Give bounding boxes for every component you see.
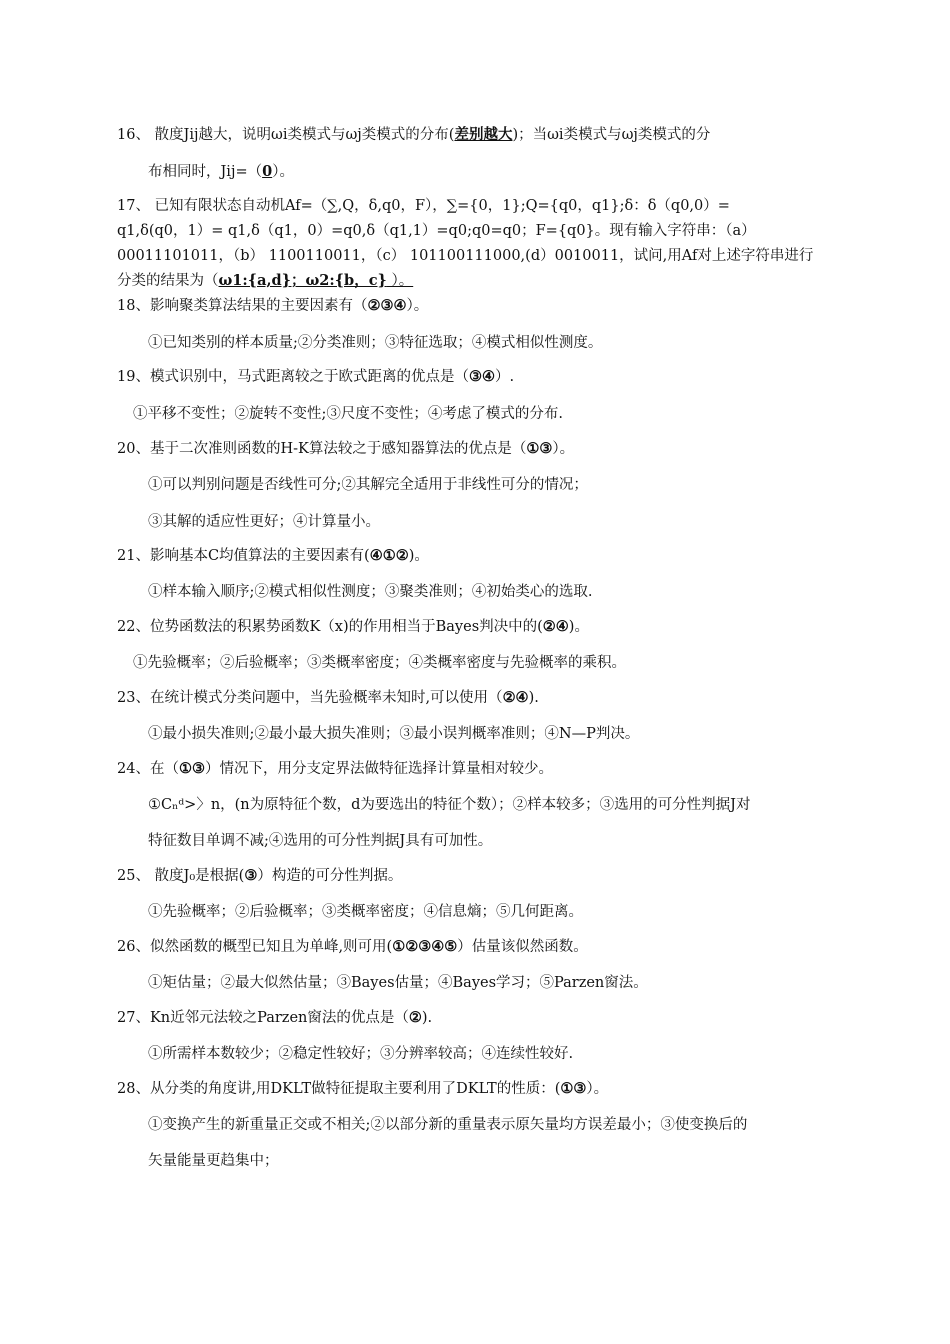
q21-options: ①样本输入顺序;②模式相似性测度；③聚类准则；④初始类心的选取. [148, 584, 593, 600]
q26-options: ①矩估量；②最大似然估量；③Bayes估量；④Bayes学习；⑤Parzen窗法。 [148, 975, 648, 991]
q17-answer: ω1:{a,d}；ω2:{b，c} [218, 272, 387, 289]
q28-question: 28、从分类的角度讲,用DKLT做特征提取主要利用了DKLT的性质：(①③）。 [117, 1080, 609, 1097]
q23-answer: ②④ [502, 689, 529, 706]
q23-question: 23、在统计模式分类问题中，当先验概率未知时,可以使用（②④). [117, 689, 539, 706]
q17-line-2: q1,δ(q0，1）= q1,δ（q1，0）=q0,δ（q1,1）=q0;q0=q0；F={q0}。现有输入字符串：（a） [117, 223, 756, 239]
q27-question: 27、Kn近邻元法较之Parzen窗法的优点是（②). [117, 1009, 433, 1026]
q17-line-1: 17、 已知有限状态自动机Af=（∑,Q，δ,q0，F），∑={0，1};Q={q0，q1};δ：δ（q0,0）= [117, 198, 730, 214]
q17-line-4: 分类的结果为（ω1:{a,d}；ω2:{b，c} ）。 [117, 272, 414, 289]
q20-options-1: ①可以判别问题是否线性可分;②其解完全适用于非线性可分的情况； [148, 477, 588, 493]
q27-options: ①所需样本数较少；②稳定性较好；③分辨率较高；④连续性较好. [148, 1046, 574, 1062]
q24-answer: ①③ [178, 760, 205, 777]
q22-options: ①先验概率；②后验概率；③类概率密度；④类概率密度与先验概率的乘积。 [133, 655, 626, 671]
q26-question: 26、似然函数的概型已知且为单峰,则可用(①②③④⑤）估量该似然函数。 [117, 938, 588, 955]
q23-options: ①最小损失准则;②最小最大损失准则；③最小误判概率准则；④N—P判决。 [148, 726, 640, 742]
q28-options-2: 矢量能量更趋集中； [148, 1153, 279, 1169]
q16-line-1: 16、 散度Jij越大，说明ωi类模式与ωj类模式的分布(差别越大)；当ωi类模式与ωj类模式的分 [117, 126, 711, 143]
q16-line-2: 布相同时，Jij=（0）。 [148, 163, 294, 180]
q21-question: 21、影响基本C均值算法的主要因素有(④①②)。 [117, 547, 429, 564]
q24-options-2: 特征数目单调不减;④选用的可分性判据J具有可加性。 [148, 833, 493, 849]
q19-answer: ③④ [468, 368, 495, 385]
q19-question: 19、模式识别中，马式距离较之于欧式距离的优点是（③④）. [117, 368, 515, 385]
q25-question: 25、 散度J₀是根据(③）构造的可分性判据。 [117, 867, 403, 884]
q25-options: ①先验概率；②后验概率；③类概率密度；④信息熵；⑤几何距离。 [148, 904, 583, 920]
q27-answer: ② [408, 1009, 422, 1026]
q18-answer: ②③④ [367, 297, 407, 314]
q18-question: 18、影响聚类算法结果的主要因素有（②③④）。 [117, 297, 429, 314]
q24-question: 24、在（①③）情况下，用分支定界法做特征选择计算量相对较少。 [117, 760, 553, 777]
q24-options-1: ①Cₙᵈ>〉n，(n为原特征个数，d为要选出的特征个数）；②样本较多；③选用的可分性判据J对 [148, 797, 751, 813]
q22-question: 22、位势函数法的积累势函数K（x)的作用相当于Bayes判决中的(②④)。 [117, 618, 589, 635]
q28-options-1: ①变换产生的新重量正交或不相关;②以部分新的重量表示原矢量均方误差最小；③使变换后的 [148, 1117, 748, 1133]
q18-options: ①已知类别的样本质量;②分类准则；③特征选取；④模式相似性测度。 [148, 335, 603, 351]
q25-answer: ③ [244, 867, 258, 884]
q22-answer: ②④ [542, 618, 569, 635]
q16-answer-2: 0 [262, 163, 273, 180]
q17-line-3: 00011101011，（b） 1100110011，（c） 101100111000,(d）0010011，试问,用Af对上述字符串进行 [117, 248, 814, 264]
q20-answer: ①③ [526, 440, 553, 457]
q26-answer: ①②③④⑤ [392, 938, 458, 955]
q20-question: 20、基于二次准则函数的H-K算法较之于感知器算法的优点是（①③）。 [117, 440, 575, 457]
q20-options-2: ③其解的适应性更好；④计算量小。 [148, 514, 380, 530]
q21-answer: ④①② [369, 547, 409, 564]
q16-answer: 差别越大 [454, 126, 513, 143]
q28-answer: ①③ [560, 1080, 587, 1097]
q19-options: ①平移不变性；②旋转不变性;③尺度不变性；④考虑了模式的分布. [133, 406, 563, 422]
